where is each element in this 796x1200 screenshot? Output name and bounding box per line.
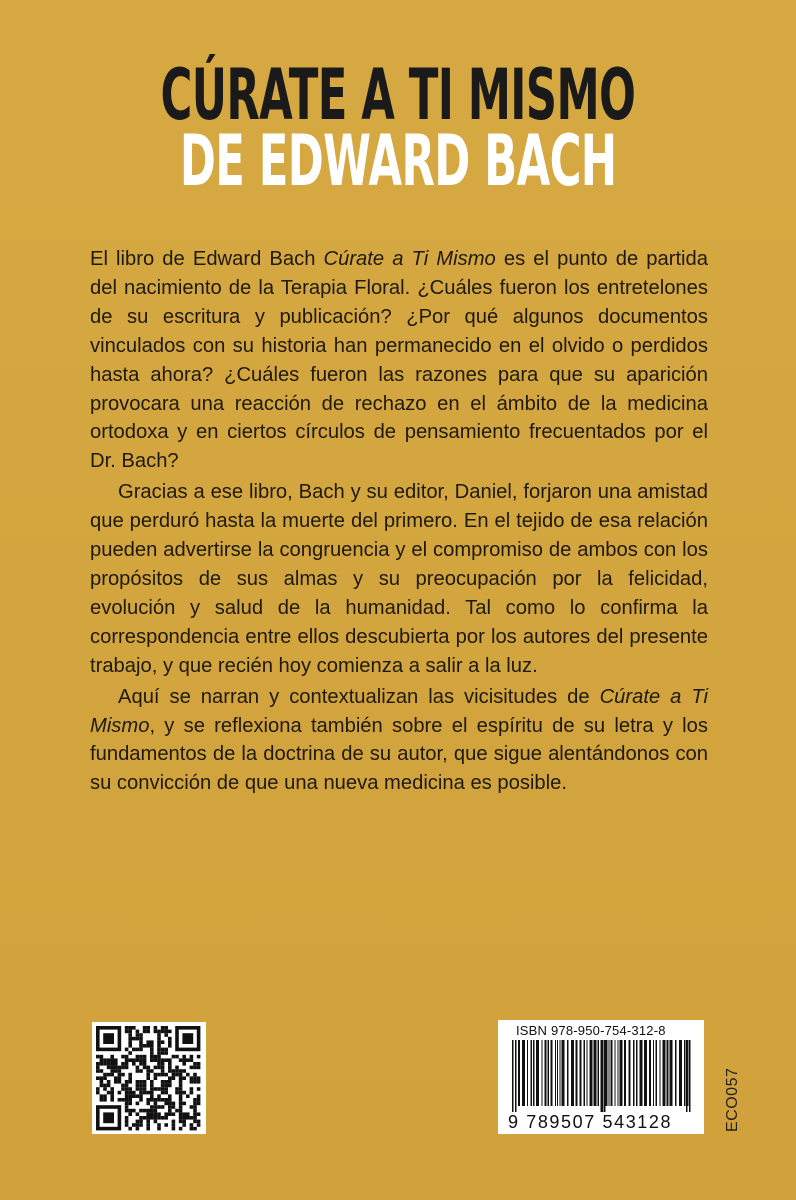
book-title — [0, 54, 796, 202]
blurb-paragraph-3: Aquí se narran y contextualizan las vicisitudes de Cúrate a Ti Mismo, y se reflexiona también sobre el espíritu de su letra y los fundamentos de la doctrina de su autor, que sigue alentándonos con su convicción de que una nueva medicina es posible. — [90, 685, 708, 795]
book-title-italic: Cúrate a Ti Mismo — [323, 248, 496, 270]
qr-code-graphic — [92, 1022, 206, 1134]
book-title-italic: Cúrate a Ti Mismo — [90, 685, 708, 737]
qr-code — [92, 1022, 206, 1134]
publisher-code: ECO057 — [724, 1067, 741, 1132]
isbn-barcode — [498, 1020, 704, 1134]
title-line-1: CÚRATE A TI MISMO — [160, 54, 636, 136]
barcode-graphic — [508, 1040, 694, 1112]
blurb-paragraph-1: El libro de Edward Bach Cúrate a Ti Mismo es el punto de partida del nacimiento de la Terapia Floral. ¿Cuáles fueron los entretelones de su escritura y publicación? ¿Por qué algunos documentos vinculados con su historia han permanecido en el olvido o perdidos hasta ahora? ¿Cuáles fueron las razones para que su aparición provocara una reacción de rechazo en el ámbito de la medicina ortodoxa y en ciertos círculos de pensamiento frecuentados por el Dr. Bach? — [90, 248, 708, 473]
isbn-label: ISBN 978-950-754-312-8 — [516, 1023, 666, 1038]
title-line-2: DE EDWARD BACH — [179, 120, 617, 202]
barcode-digits: 9 789507 543128 — [508, 1112, 673, 1132]
blurb — [90, 245, 708, 798]
blurb-paragraph-2: Gracias a ese libro, Bach y su editor, Daniel, forjaron una amistad que perduró hasta la muerte del primero. En el tejido de esa relación pueden advertirse la congruencia y el compromiso de ambos con los propósitos de sus almas y su preocupación por la felicidad, evolución y salud de la humanidad. Tal como lo confirma la correspondencia entre ellos descubierta por los autores del presente trabajo, y que recién hoy comienza a salir a la luz. — [90, 481, 708, 677]
